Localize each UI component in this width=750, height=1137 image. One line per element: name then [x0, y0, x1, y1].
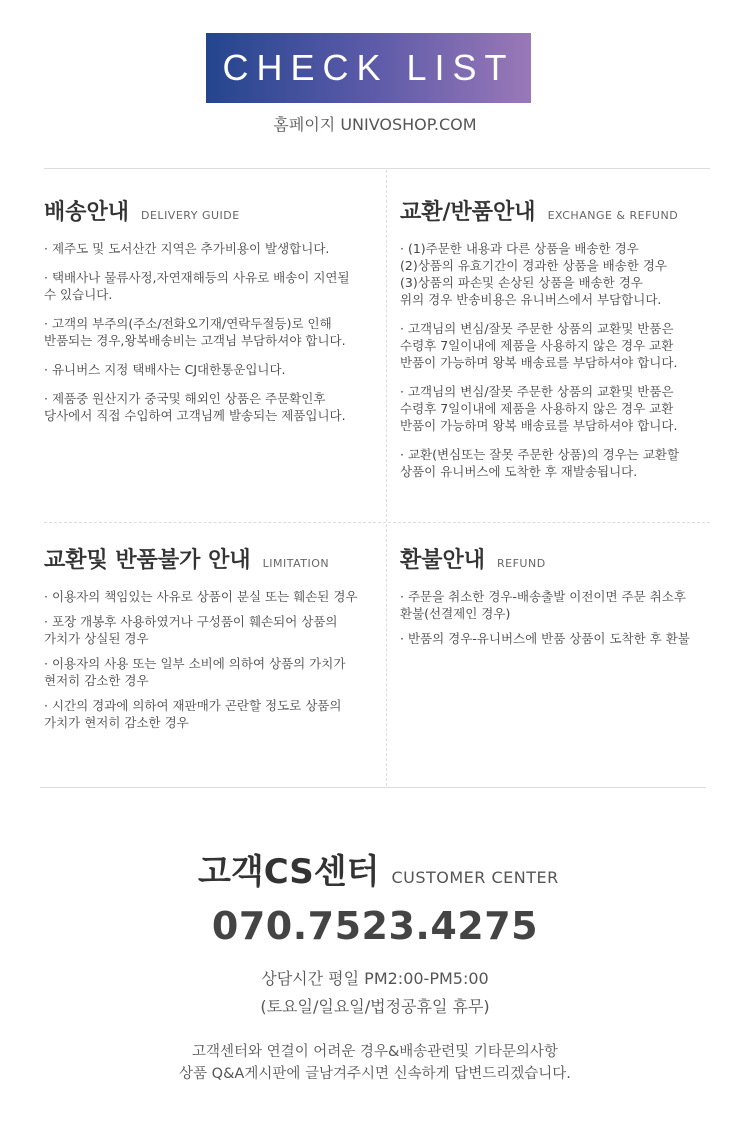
delivery-title: 배송안내: [44, 200, 130, 225]
exchange-list: [400, 240, 720, 480]
refund-title: 환불안내: [400, 548, 486, 573]
middle-divider: [44, 522, 710, 523]
contact-notice-line1: 고객센터와 연결이 어려운 경우&배송관련및 기타문의사항: [192, 1044, 558, 1060]
list-item: · 택배사나 물류사정,자연재해등의 사유로 배송이 지연될 수 있습니다.: [44, 270, 350, 302]
list-item: · 제주도 및 도서산간 지역은 추가비용이 발생합니다.: [44, 241, 330, 256]
list-item: · 이용자의 사용 또는 일부 소비에 의하여 상품의 가치가 현저히 감소한 경우: [44, 656, 346, 688]
list-item: · 고객님의 변심/잘못 주문한 상품의 교환및 반품은 수령후 7일이내에 제품을 사용하지 않은 경우 교환 반품이 가능하며 왕복 배송료를 부담하셔야 합니다.: [400, 321, 678, 370]
holiday-notice: (토요일/일요일/법정공휴일 휴무): [260, 997, 490, 1016]
list-item: · 고객의 부주의(주소/전화오기재/연락두절등)로 인해 반품되는 경우,왕복배송비는 고객님 부담하셔야 합니다.: [44, 316, 346, 348]
cs-title-en: CUSTOMER CENTER: [391, 868, 559, 887]
checklist-banner: [206, 33, 531, 103]
vertical-divider-bottom: [386, 524, 387, 786]
limitation-title: 교환및 반품불가 안내: [44, 548, 251, 573]
delivery-title-en: DELIVERY GUIDE: [141, 209, 240, 222]
list-item: · 유니버스 지정 택배사는 CJ대한통운입니다.: [44, 362, 286, 377]
delivery-list: [44, 240, 380, 424]
exchange-section: [400, 195, 720, 492]
vertical-divider-top: [386, 170, 387, 522]
business-hours: 상담시간 평일 PM2:00-PM5:00: [261, 969, 489, 988]
banner-title: CHECK LIST: [222, 47, 515, 88]
exchange-title: 교환/반품안내: [400, 200, 536, 225]
list-item: · 고객님의 변심/잘못 주문한 상품의 교환및 반품은 수령후 7일이내에 제품을 사용하지 않은 경우 교환 반품이 가능하며 왕복 배송료를 부담하셔야 합니다.: [400, 384, 678, 433]
phone-number: 070.7523.4275: [211, 904, 539, 948]
delivery-section: [44, 195, 380, 436]
refund-section: [400, 543, 720, 655]
refund-title-en: REFUND: [497, 557, 546, 570]
list-item: · 제품중 원산지가 중국및 해외인 상품은 주문확인후 당사에서 직접 수입하여 고객님께 발송되는 제품입니다.: [44, 391, 346, 423]
bottom-divider: [40, 787, 706, 788]
list-item: · 시간의 경과에 의하여 재판매가 곤란할 정도로 상품의 가치가 현저히 감소한 경우: [44, 698, 342, 730]
list-item: · 교환(변심또는 잘못 주문한 상품)의 경우는 교환할 상품이 유니버스에 도착한 후 재발송됩니다.: [400, 447, 680, 479]
contact-notice-line2: 상품 Q&A게시판에 글남겨주시면 신속하게 답변드리겠습니다.: [179, 1066, 571, 1082]
list-item: · 포장 개봉후 사용하였거나 구성품이 훼손되어 상품의 가치가 상실된 경우: [44, 614, 338, 646]
refund-list: [400, 588, 720, 647]
limitation-title-en: LIMITATION: [262, 557, 330, 570]
list-item: · 이용자의 책임있는 사유로 상품이 분실 또는 훼손된 경우: [44, 589, 358, 604]
exchange-title-en: EXCHANGE & REFUND: [547, 209, 679, 222]
cs-title: 고객CS센터: [198, 852, 380, 892]
list-item: · 반품의 경우-유니버스에 반품 상품이 도착한 후 환불: [400, 631, 690, 646]
limitation-list: [44, 588, 380, 731]
top-divider: [44, 168, 710, 169]
list-item: · (1)주문한 내용과 다른 상품을 배송한 경우 (2)상품의 유효기간이 경과한 상품을 배송한 경우 (3)상품의 파손및 손상된 상품을 배송한 경우 위의 경우 반송비용은 유니버스에서 부담합니다.: [400, 241, 667, 307]
homepage-url: 홈페이지 UNIVOSHOP.COM: [273, 115, 477, 134]
list-item: · 주문을 취소한 경우-배송출발 이전이면 주문 취소후 환불(선결제인 경우): [400, 589, 686, 621]
limitation-section: [44, 543, 380, 739]
